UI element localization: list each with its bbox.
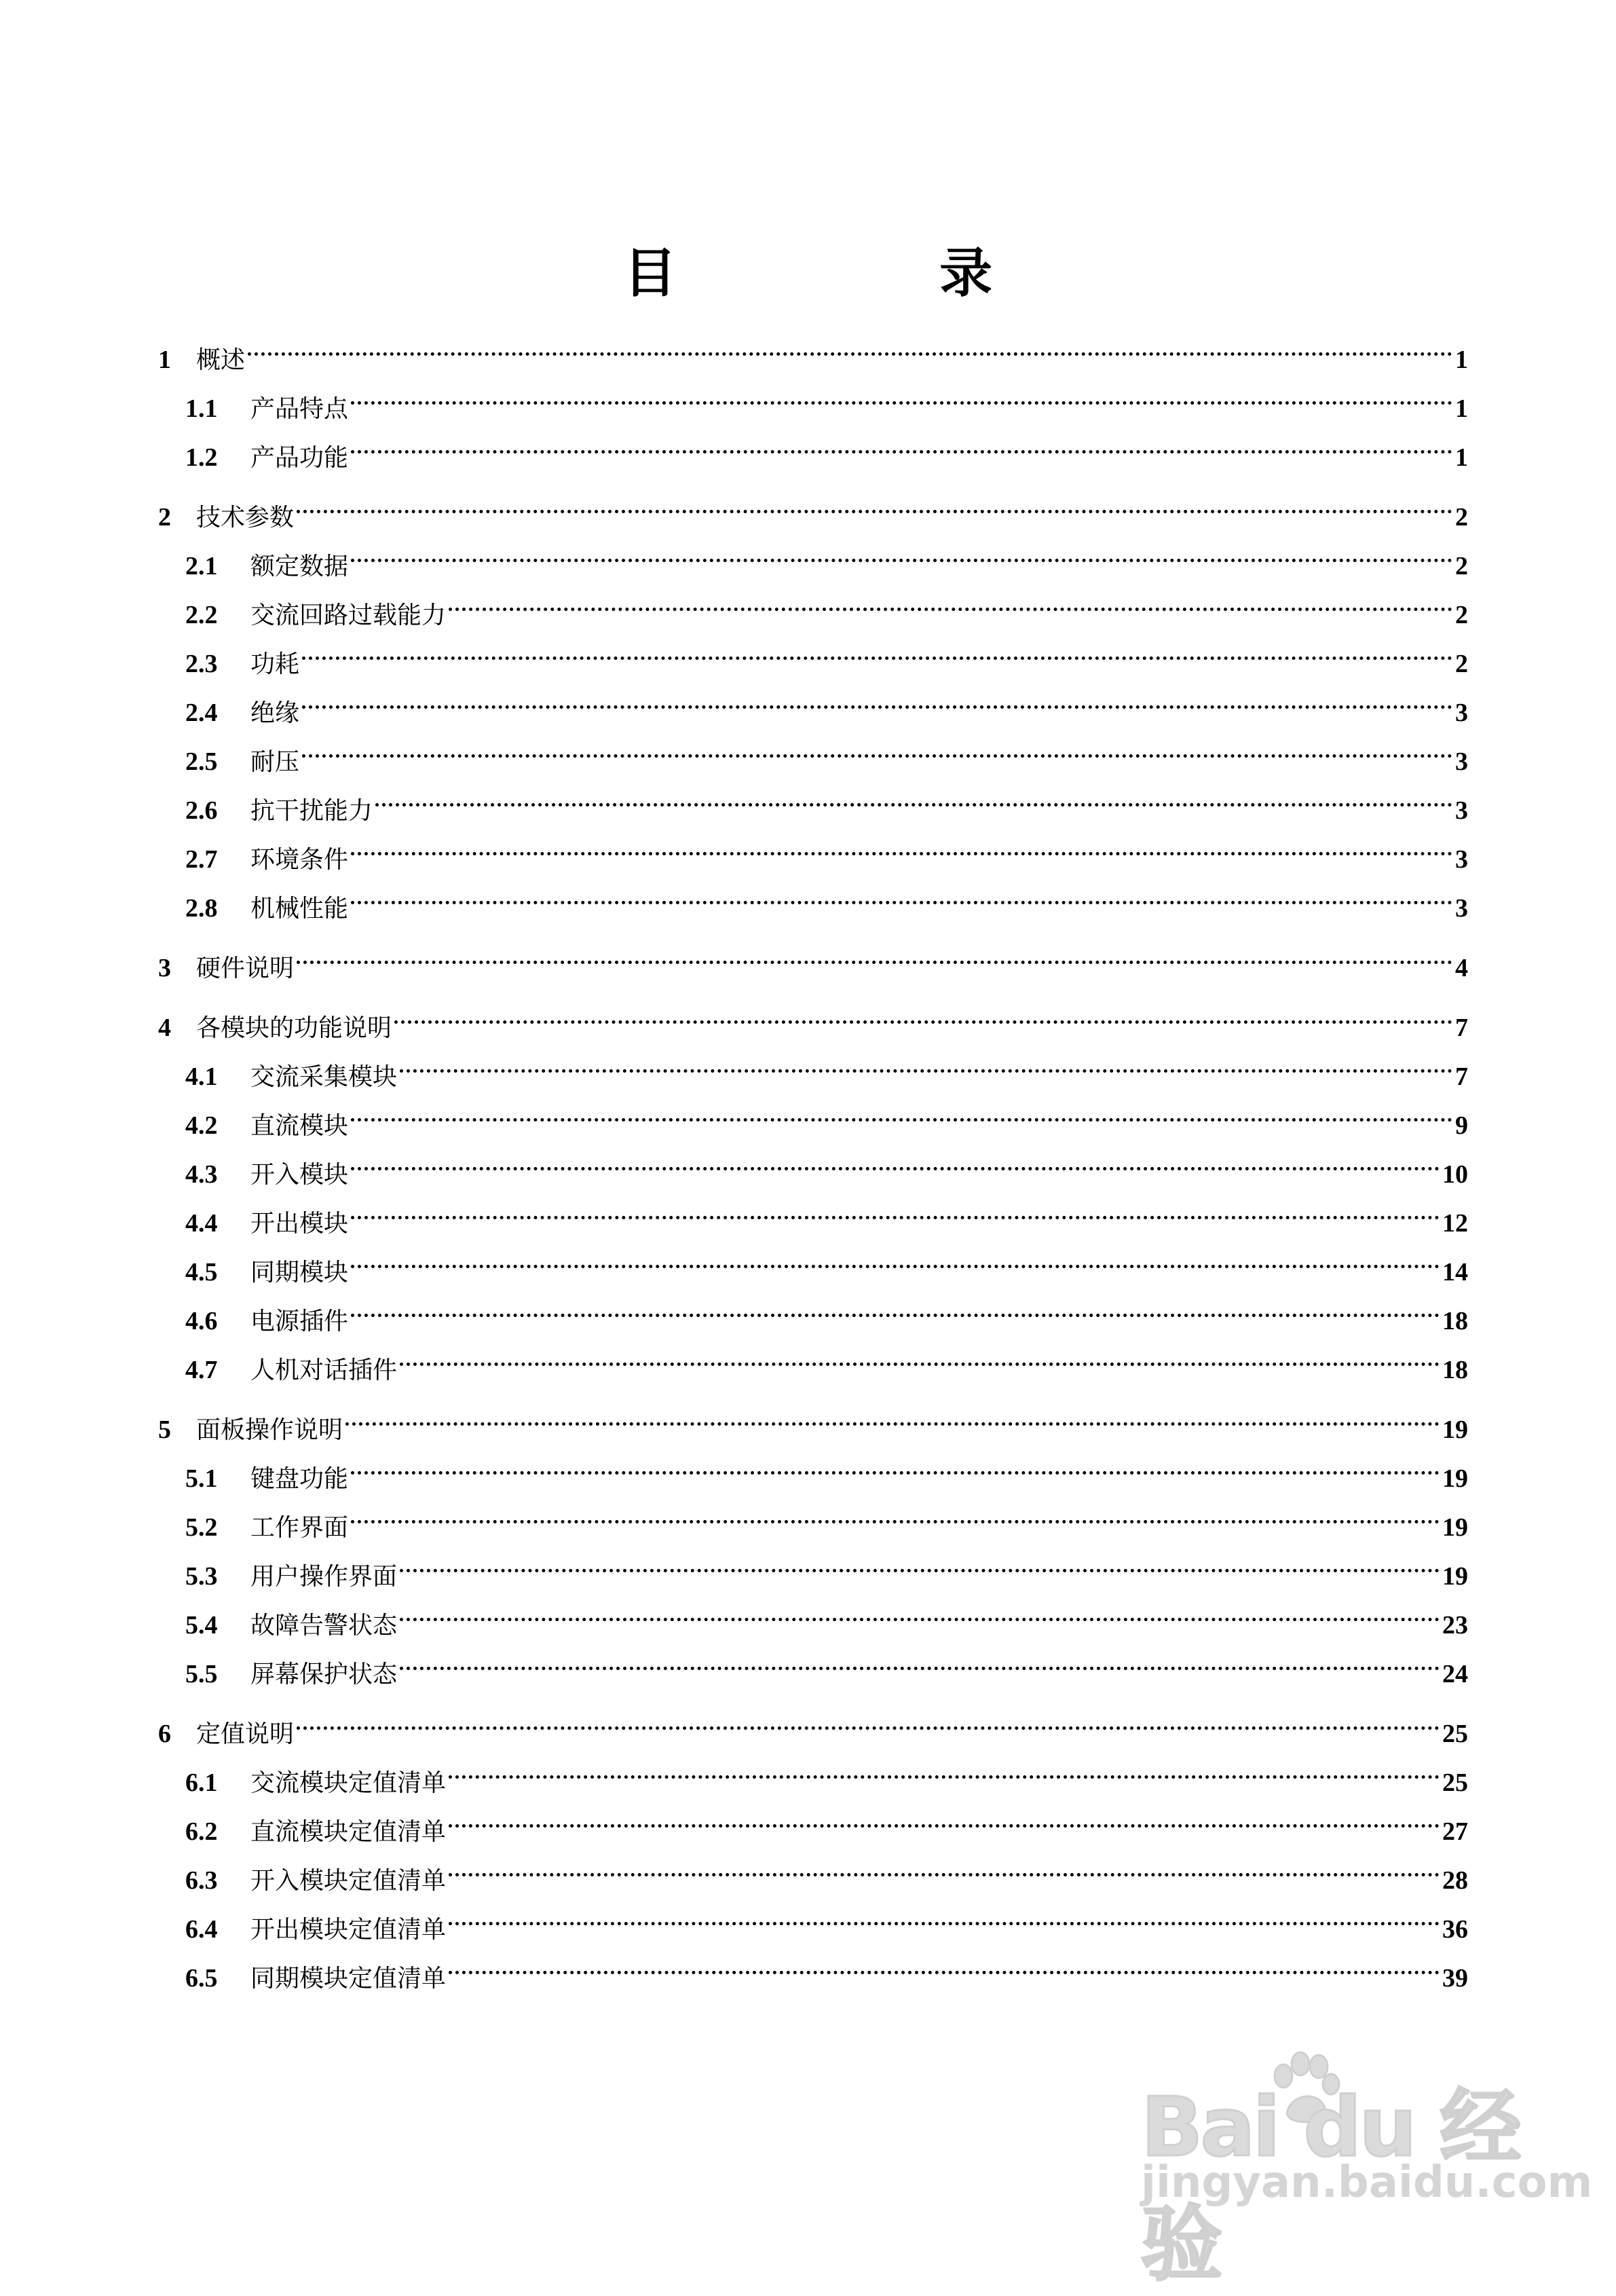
- toc-number: 5.5: [185, 1660, 218, 1688]
- toc-leader-dots: [351, 1183, 1440, 1232]
- toc-chapter-row[interactable]: [158, 1389, 1468, 1444]
- toc-number: 2.5: [185, 747, 218, 776]
- toc-section-row[interactable]: [158, 1438, 1468, 1493]
- toc-leader-dots: [375, 770, 1452, 819]
- toc-leader-dots: [302, 721, 1452, 770]
- toc-leader-dots: [400, 1585, 1440, 1633]
- toc-chapter-row[interactable]: [158, 319, 1468, 374]
- toc-label: 定值说明: [196, 1720, 295, 1748]
- toc-leader-dots: [297, 927, 1452, 976]
- toc-number: 4.2: [185, 1111, 218, 1140]
- toc-page-number: 18: [1442, 1356, 1468, 1384]
- toc-section-row[interactable]: [158, 721, 1468, 776]
- toc-label: 交流回路过载能力: [250, 601, 447, 629]
- toc-page-number: 3: [1455, 699, 1468, 727]
- toc-label: 同期模块: [250, 1259, 349, 1286]
- toc-number: 2: [158, 503, 171, 532]
- toc-label: 屏幕保护状态: [250, 1661, 398, 1688]
- toc-section-row[interactable]: [158, 525, 1468, 580]
- toc-section-row[interactable]: [158, 623, 1468, 678]
- toc-number: 2.7: [185, 845, 218, 874]
- page-title: 目 录: [623, 243, 1115, 304]
- watermark-logo: Bai du 经验: [1141, 2081, 1519, 2292]
- toc-page-number: 1: [1455, 346, 1468, 374]
- toc-label: 工作界面: [250, 1514, 349, 1542]
- toc-leader-dots: [400, 1329, 1440, 1378]
- baidu-jingyan-watermark: [1141, 2049, 1593, 2292]
- toc-number: 4: [158, 1014, 171, 1042]
- toc-label: 电源插件: [250, 1308, 349, 1335]
- toc-label: 绝缘: [250, 699, 300, 727]
- toc-number: 2.4: [185, 699, 218, 727]
- toc-section-row[interactable]: [158, 1329, 1468, 1384]
- toc-number: 4.1: [185, 1062, 218, 1091]
- toc-label: 开入模块定值清单: [250, 1867, 447, 1895]
- toc-leader-dots: [351, 1438, 1440, 1487]
- toc-page-number: 9: [1455, 1111, 1468, 1140]
- toc-leader-dots: [351, 1487, 1440, 1536]
- toc-page-number: 3: [1455, 845, 1468, 874]
- toc-page-number: 2: [1455, 601, 1468, 629]
- toc-number: 2.3: [185, 650, 218, 678]
- toc-leader-dots: [351, 525, 1452, 574]
- toc-page-number: 4: [1455, 954, 1468, 982]
- table-of-contents: [158, 319, 1468, 1993]
- toc-section-row[interactable]: [158, 1085, 1468, 1140]
- toc-page-number: 25: [1442, 1720, 1468, 1748]
- toc-label: 技术参数: [196, 504, 295, 532]
- toc-number: 5: [158, 1415, 171, 1444]
- toc-leader-dots: [449, 574, 1452, 623]
- toc-page-number: 3: [1455, 747, 1468, 776]
- toc-section-row[interactable]: [158, 417, 1468, 472]
- toc-page-number: 18: [1442, 1307, 1468, 1335]
- toc-number: 4.3: [185, 1160, 218, 1189]
- toc-page-number: 1: [1455, 394, 1468, 423]
- toc-number: 3: [158, 954, 171, 982]
- toc-label: 交流模块定值清单: [250, 1769, 447, 1797]
- toc-label: 直流模块定值清单: [250, 1818, 447, 1846]
- toc-label: 额定数据: [250, 553, 349, 580]
- toc-number: 2.2: [185, 601, 218, 629]
- toc-leader-dots: [302, 623, 1452, 672]
- toc-section-row[interactable]: [158, 770, 1468, 825]
- toc-page-number: 36: [1442, 1915, 1468, 1944]
- toc-number: 6.5: [185, 1964, 218, 1993]
- toc-leader-dots: [449, 1938, 1440, 1986]
- toc-number: 6.3: [185, 1866, 218, 1895]
- toc-section-row[interactable]: [158, 1183, 1468, 1238]
- toc-page-number: 19: [1442, 1464, 1468, 1493]
- toc-chapter-row[interactable]: [158, 987, 1468, 1042]
- toc-page-number: 7: [1455, 1014, 1468, 1042]
- toc-leader-dots: [394, 987, 1452, 1036]
- toc-label: 开出模块: [250, 1210, 349, 1238]
- toc-page-number: 23: [1442, 1611, 1468, 1640]
- toc-section-row[interactable]: [158, 1487, 1468, 1542]
- toc-number: 6: [158, 1720, 171, 1748]
- toc-leader-dots: [302, 672, 1452, 721]
- toc-page-number: 2: [1455, 503, 1468, 532]
- toc-page-number: 27: [1442, 1817, 1468, 1846]
- toc-number: 5.2: [185, 1513, 218, 1542]
- toc-label: 故障告警状态: [250, 1612, 398, 1640]
- toc-page-number: 19: [1442, 1562, 1468, 1591]
- toc-label: 直流模块: [250, 1112, 349, 1140]
- toc-leader-dots: [351, 1134, 1440, 1183]
- toc-leader-dots: [351, 1085, 1452, 1134]
- toc-leader-dots: [449, 1742, 1440, 1791]
- toc-leader-dots: [351, 1280, 1440, 1329]
- toc-page-number: 1: [1455, 443, 1468, 472]
- toc-section-row[interactable]: [158, 368, 1468, 423]
- toc-page-number: 19: [1442, 1415, 1468, 1444]
- toc-number: 1.2: [185, 443, 218, 472]
- toc-number: 6.2: [185, 1817, 218, 1846]
- toc-chapter-row[interactable]: [158, 1693, 1468, 1748]
- toc-page-number: 10: [1442, 1160, 1468, 1189]
- toc-number: 4.6: [185, 1307, 218, 1335]
- toc-label: 同期模块定值清单: [250, 1965, 447, 1993]
- toc-page-number: 24: [1442, 1660, 1468, 1688]
- toc-number: 4.7: [185, 1356, 218, 1384]
- toc-section-row[interactable]: [158, 1134, 1468, 1189]
- toc-number: 4.4: [185, 1209, 218, 1238]
- toc-label: 交流采集模块: [250, 1063, 398, 1091]
- toc-section-row[interactable]: [158, 672, 1468, 727]
- toc-number: 1: [158, 346, 171, 374]
- toc-label: 机械性能: [250, 895, 349, 923]
- toc-number: 2.1: [185, 552, 218, 580]
- toc-section-row[interactable]: [158, 868, 1468, 923]
- toc-leader-dots: [351, 868, 1452, 916]
- toc-leader-dots: [351, 417, 1452, 466]
- toc-leader-dots: [345, 1389, 1440, 1438]
- toc-label: 概述: [196, 346, 246, 374]
- toc-section-row[interactable]: [158, 1280, 1468, 1335]
- toc-section-row[interactable]: [158, 1742, 1468, 1797]
- toc-leader-dots: [400, 1633, 1440, 1682]
- toc-number: 5.3: [185, 1562, 218, 1591]
- toc-leader-dots: [351, 368, 1452, 417]
- toc-number: 4.5: [185, 1258, 218, 1286]
- toc-number: 5.4: [185, 1611, 218, 1640]
- toc-label: 各模块的功能说明: [196, 1014, 392, 1042]
- toc-number: 5.1: [185, 1464, 218, 1493]
- toc-section-row[interactable]: [158, 819, 1468, 874]
- toc-chapter-row[interactable]: [158, 477, 1468, 532]
- toc-page-number: 25: [1442, 1769, 1468, 1797]
- toc-leader-dots: [248, 319, 1452, 368]
- toc-page-number: 28: [1442, 1866, 1468, 1895]
- toc-chapter-row[interactable]: [158, 927, 1468, 982]
- toc-label: 开出模块定值清单: [250, 1916, 447, 1944]
- toc-label: 产品功能: [250, 444, 349, 472]
- toc-section-row[interactable]: [158, 1232, 1468, 1286]
- toc-page-number: 3: [1455, 894, 1468, 923]
- toc-page-number: 12: [1442, 1209, 1468, 1238]
- toc-leader-dots: [297, 477, 1452, 525]
- watermark-url: jingyan.baidu.com: [1141, 2158, 1593, 2208]
- toc-page-number: 2: [1455, 650, 1468, 678]
- toc-number: 2.6: [185, 796, 218, 825]
- toc-label: 环境条件: [250, 846, 349, 874]
- toc-label: 开入模块: [250, 1161, 349, 1189]
- toc-leader-dots: [351, 819, 1452, 868]
- toc-number: 1.1: [185, 394, 218, 423]
- toc-number: 6.4: [185, 1915, 218, 1944]
- toc-leader-dots: [400, 1536, 1440, 1585]
- toc-leader-dots: [449, 1889, 1440, 1938]
- toc-label: 功耗: [250, 650, 300, 678]
- toc-leader-dots: [449, 1791, 1440, 1840]
- toc-page-number: 19: [1442, 1513, 1468, 1542]
- toc-label: 抗干扰能力: [250, 797, 373, 825]
- toc-number: 2.8: [185, 894, 218, 923]
- toc-label: 耐压: [250, 748, 300, 776]
- toc-leader-dots: [351, 1232, 1440, 1280]
- toc-label: 产品特点: [250, 395, 349, 423]
- toc-number: 6.1: [185, 1769, 218, 1797]
- toc-leader-dots: [400, 1036, 1452, 1085]
- toc-label: 面板操作说明: [196, 1416, 343, 1444]
- toc-page-number: 39: [1442, 1964, 1468, 1993]
- toc-label: 硬件说明: [196, 955, 295, 982]
- toc-page-number: 3: [1455, 796, 1468, 825]
- toc-label: 人机对话插件: [250, 1356, 398, 1384]
- toc-label: 键盘功能: [250, 1465, 349, 1493]
- toc-leader-dots: [297, 1693, 1440, 1742]
- toc-page-number: 2: [1455, 552, 1468, 580]
- toc-page-number: 14: [1442, 1258, 1468, 1286]
- toc-section-row[interactable]: [158, 574, 1468, 629]
- toc-leader-dots: [449, 1840, 1440, 1889]
- toc-label: 用户操作界面: [250, 1563, 398, 1591]
- toc-page-number: 7: [1455, 1062, 1468, 1091]
- toc-section-row[interactable]: [158, 1536, 1468, 1591]
